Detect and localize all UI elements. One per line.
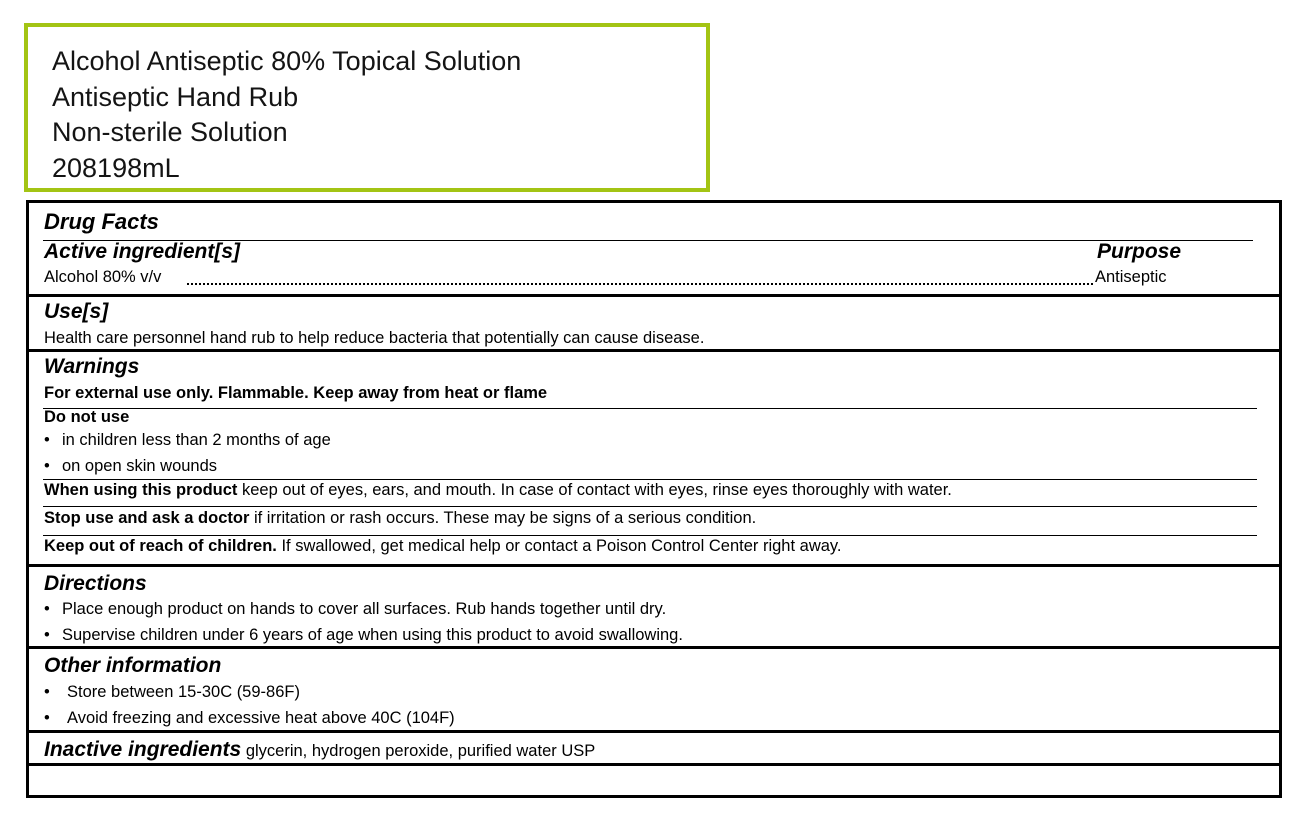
bullet-icon: • bbox=[44, 683, 50, 701]
inactive-ingredients: Inactive ingredients glycerin, hydrogen peroxide, purified water USP bbox=[44, 738, 596, 761]
section-divider bbox=[29, 294, 1279, 297]
divider bbox=[43, 506, 1257, 507]
when-using-warning: When using this product keep out of eyes, ears, and mouth. In case of contact with eyes, rinse eyes thoroughly with water. bbox=[44, 481, 952, 499]
product-title-box bbox=[24, 23, 710, 192]
directions-heading: Directions bbox=[44, 572, 147, 595]
other-info-heading: Other information bbox=[44, 654, 222, 677]
section-divider bbox=[29, 763, 1279, 766]
bullet-icon: • bbox=[44, 600, 50, 618]
product-name: Alcohol Antiseptic 80% Topical Solution bbox=[52, 46, 522, 76]
drug-facts-heading: Drug Facts bbox=[44, 209, 159, 234]
list-item: • Store between 15-30C (59-86F) bbox=[44, 683, 300, 701]
bullet-icon: • bbox=[44, 457, 50, 475]
stop-use-warning: Stop use and ask a doctor if irritation or rash occurs. These may be signs of a serious condition. bbox=[44, 509, 757, 527]
uses-heading: Use[s] bbox=[44, 300, 109, 323]
uses-text: Health care personnel hand rub to help reduce bacteria that potentially can cause disease. bbox=[44, 329, 705, 347]
list-item: • Place enough product on hands to cover all surfaces. Rub hands together until dry. bbox=[44, 600, 667, 618]
warning-external: For external use only. Flammable. Keep away from heat or flame bbox=[44, 384, 548, 402]
section-divider bbox=[29, 646, 1279, 649]
dot-leader bbox=[187, 283, 1093, 285]
product-volume: 208198mL bbox=[52, 153, 180, 183]
purpose-heading: Purpose bbox=[1097, 240, 1182, 263]
divider bbox=[43, 408, 1257, 409]
bullet-icon: • bbox=[44, 709, 50, 727]
bullet-icon: • bbox=[44, 431, 50, 449]
do-not-use-heading: Do not use bbox=[44, 408, 130, 426]
product-sterility: Non-sterile Solution bbox=[52, 117, 288, 147]
section-divider bbox=[29, 349, 1279, 352]
list-item: • Supervise children under 6 years of age when using this product to avoid swallowing. bbox=[44, 626, 683, 644]
section-divider bbox=[29, 730, 1279, 733]
warnings-heading: Warnings bbox=[44, 355, 140, 378]
active-ingredient: Alcohol 80% v/v bbox=[44, 268, 162, 286]
list-item: • Avoid freezing and excessive heat above 40C (104F) bbox=[44, 709, 455, 727]
section-divider bbox=[29, 564, 1279, 567]
list-item: • in children less than 2 months of age bbox=[44, 431, 331, 449]
list-item: • on open skin wounds bbox=[44, 457, 218, 475]
active-ingredient-heading: Active ingredient[s] bbox=[44, 240, 241, 263]
keep-out-warning: Keep out of reach of children. If swallowed, get medical help or contact a Poison Control Center right away. bbox=[44, 537, 842, 555]
drug-facts-panel bbox=[26, 200, 1282, 798]
product-type: Antiseptic Hand Rub bbox=[52, 82, 299, 112]
bullet-icon: • bbox=[44, 626, 50, 644]
purpose-value: Antiseptic bbox=[1095, 268, 1167, 286]
